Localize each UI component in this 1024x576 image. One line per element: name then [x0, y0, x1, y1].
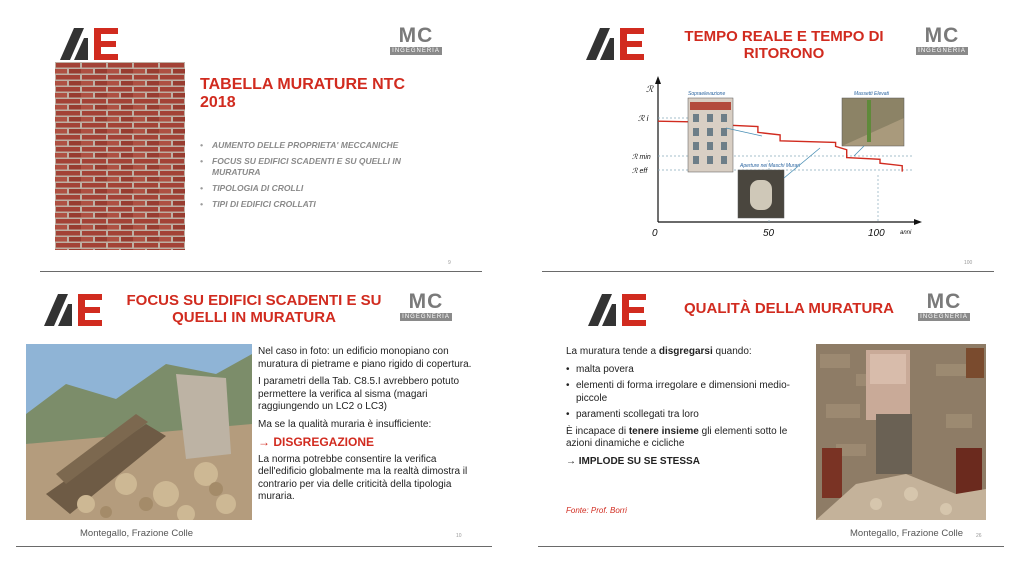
- body-paragraph: [566, 346, 806, 359]
- implode-text: → IMPLODE SU SE STESSA: [566, 455, 700, 467]
- y-tick-label: ℛ: [646, 84, 654, 94]
- page-number: 26: [976, 533, 982, 539]
- slide-divider: [542, 271, 994, 272]
- list-item: • AUMENTO DELLE PROPRIETA' MECCANICHE: [200, 140, 440, 151]
- y-axis-arrow-icon: [655, 76, 661, 84]
- list-item: • paramenti scollegati tra loro: [566, 409, 806, 422]
- page-number: 10: [456, 533, 462, 539]
- source-note: Fonte: Prof. Borri: [566, 506, 627, 515]
- list-item: • FOCUS SU EDIFICI SCADENTI E SU QUELLI IN MURATURA: [200, 156, 440, 178]
- level-bar: [867, 100, 871, 142]
- annotation-connector: [854, 146, 864, 156]
- ae-logo-icon: [60, 26, 122, 60]
- annotation-label: Massetti Elevati: [854, 91, 890, 97]
- body-paragraph: Nel caso in foto: un edificio monopiano con muratura di pietrame e piano rigido di copertura.: [258, 346, 472, 370]
- page-number: 100: [964, 260, 973, 266]
- photo-caption: Montegallo, Frazione Colle: [850, 528, 964, 539]
- mc-logo-text: MC: [926, 290, 962, 313]
- slide-4-body: [566, 346, 806, 473]
- slide-2-title: TEMPO REALE E TEMPO DI RITORONO: [684, 28, 884, 63]
- photo-caption: Montegallo, Frazione Colle: [80, 528, 194, 539]
- mc-logo-subtext: INGEGNERIA: [400, 313, 452, 321]
- collapsed-building-image: [26, 344, 252, 520]
- highlight-text: → DISGREGAZIONE: [258, 435, 375, 449]
- slide-2: [512, 0, 1024, 288]
- body-paragraph: [566, 426, 806, 451]
- list-item: • TIPI DI EDIFICI CROLLATI: [200, 199, 440, 210]
- x-tick-label: 0: [652, 228, 658, 239]
- list-item: • elementi di forma irregolare e dimensioni medio-piccole: [566, 380, 806, 405]
- slide-4: [512, 288, 1024, 576]
- return-time-chart: [512, 0, 1024, 288]
- ae-logo-icon: [588, 292, 650, 326]
- damaged-masonry-image: [816, 344, 986, 520]
- slide-divider: [538, 546, 1004, 547]
- statement-emphasis: tenere insieme: [628, 425, 699, 437]
- mc-logo-subtext: INGEGNERIA: [390, 47, 442, 55]
- slide-1-title: TABELLA MURATURE NTC 2018: [200, 76, 406, 112]
- annotation-label: Aperture nei Maschi Murari: [740, 163, 801, 169]
- y-tick-label: ℛ i: [638, 114, 649, 123]
- slide-4-bullet-list: [566, 364, 806, 422]
- intro-emphasis: disgregarsi: [658, 346, 713, 357]
- mc-logo: [918, 292, 970, 324]
- body-paragraph: La norma potrebbe consentire la verifica dell'edificio globalmente ma la realtà dimostra il contrario per via delle criticità della tipologia muraria.: [258, 453, 468, 502]
- mc-logo: [400, 292, 452, 324]
- ae-logo-icon: [44, 292, 106, 326]
- slide-3-title: FOCUS SU EDIFICI SCADENTI E SU QUELLI IN MURATURA: [126, 292, 382, 327]
- y-tick-label: ℛ eff: [632, 168, 648, 175]
- brick-wall-image: [55, 62, 185, 250]
- x-axis-arrow-icon: [914, 219, 922, 225]
- slide-divider: [16, 546, 492, 547]
- mc-logo-text: MC: [408, 290, 444, 313]
- x-tick-label: 100: [868, 228, 885, 239]
- opening-arch: [750, 180, 772, 210]
- page-number: 9: [448, 260, 451, 266]
- y-tick-label: ℛ min: [632, 154, 651, 161]
- building-upper-floor: [690, 102, 731, 110]
- mc-logo-subtext: INGEGNERIA: [916, 47, 968, 55]
- intro-text: La muratura tende a: [566, 346, 659, 357]
- slide-3-body: [258, 346, 476, 509]
- slide-3: [0, 288, 512, 576]
- slide-4-title: QUALITÀ DELLA MURATURA: [684, 300, 894, 317]
- slide-1-bullet-list: [200, 140, 440, 215]
- statement-text-end: gli elementi sotto le azioni dinamiche e cicliche: [566, 425, 788, 449]
- list-item: • TIPOLOGIA DI CROLLI: [200, 183, 440, 194]
- slide-divider: [40, 271, 482, 272]
- slide-1: [0, 0, 512, 288]
- body-paragraph: Ma se la qualità muraria è insufficiente:: [258, 418, 432, 430]
- x-axis-label: anni: [900, 230, 912, 236]
- intro-text-end: quando:: [712, 346, 752, 357]
- annotation-label: Sopraelevazione: [688, 91, 726, 97]
- body-paragraph: I parametri della Tab. C8.5.I avrebbero potuto permettere la verifica al sisma (magari raggiungendo un LC2 o LC3): [258, 376, 460, 412]
- list-item: • malta povera: [566, 364, 806, 377]
- statement-text: È incapace di: [566, 425, 629, 437]
- mc-logo: [390, 26, 442, 58]
- mc-logo-text: MC: [924, 24, 960, 47]
- mc-logo-subtext: INGEGNERIA: [918, 313, 970, 321]
- x-tick-label: 50: [763, 228, 775, 239]
- mc-logo-text: MC: [398, 24, 434, 47]
